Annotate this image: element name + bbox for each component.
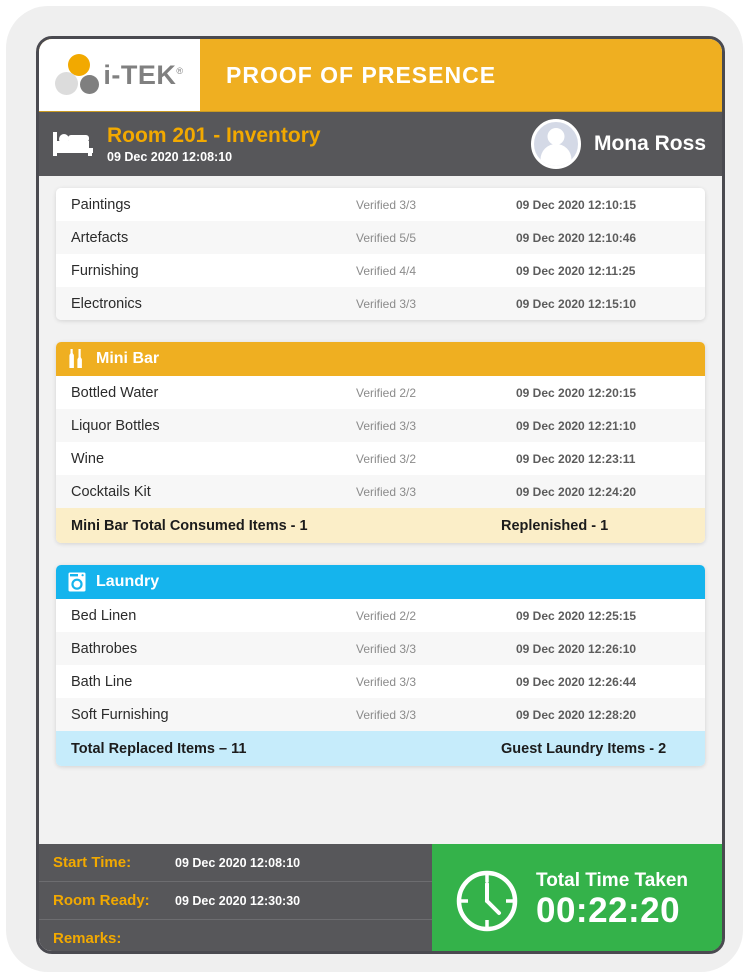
item-time: 09 Dec 2020 12:26:10 — [516, 641, 637, 656]
table-row[interactable] — [56, 698, 705, 731]
washing-machine-icon — [67, 571, 87, 593]
user-name: Mona Ross — [593, 132, 706, 155]
item-verified: Verified 3/2 — [356, 451, 417, 466]
logo-wordmark-text: i-TEK — [103, 59, 177, 90]
total-time-text — [536, 871, 688, 930]
card-laundry — [56, 565, 705, 766]
item-time: 09 Dec 2020 12:10:46 — [516, 230, 637, 245]
footer-times — [39, 844, 432, 954]
item-name: Paintings — [71, 196, 131, 213]
app-screen — [36, 36, 725, 954]
room-title: Room 201 - Inventory — [107, 123, 321, 147]
content-area — [39, 176, 722, 844]
item-time: 09 Dec 2020 12:26:44 — [516, 674, 637, 689]
item-name: Bathrobes — [71, 640, 138, 657]
device-frame — [6, 6, 743, 972]
item-name: Bottled Water — [71, 384, 159, 401]
total-row-minibar — [56, 508, 705, 543]
logo-dot-light-gray — [55, 72, 78, 95]
table-row[interactable] — [56, 475, 705, 508]
item-verified: Verified 2/2 — [356, 608, 417, 623]
item-time: 09 Dec 2020 12:15:10 — [516, 296, 637, 311]
section-label: Mini Bar — [96, 350, 160, 367]
clock-icon — [454, 868, 520, 934]
item-name: Wine — [71, 450, 105, 467]
item-verified: Verified 3/3 — [356, 484, 417, 499]
item-name: Bath Line — [71, 673, 133, 690]
avatar-body — [540, 144, 571, 168]
item-time: 09 Dec 2020 12:11:25 — [516, 263, 636, 278]
item-verified: Verified 2/2 — [356, 385, 417, 400]
card-inventory — [56, 188, 705, 320]
table-row[interactable] — [56, 665, 705, 698]
room-info — [107, 124, 531, 164]
footer-label: Remarks: — [53, 930, 122, 947]
total-right: Guest Laundry Items - 2 — [501, 740, 667, 757]
total-left: Mini Bar Total Consumed Items - 1 — [71, 517, 308, 534]
itek-logo-icon — [55, 54, 101, 96]
footer-value: 09 Dec 2020 12:08:10 — [175, 855, 301, 870]
item-verified: Verified 3/3 — [356, 707, 417, 722]
card-minibar — [56, 342, 705, 543]
item-time: 09 Dec 2020 12:21:10 — [516, 418, 637, 433]
table-row[interactable] — [56, 221, 705, 254]
item-name: Liquor Bottles — [71, 417, 160, 434]
bottle-icon — [67, 348, 87, 370]
footer-label: Room Ready: — [53, 892, 150, 909]
total-time-panel — [432, 844, 722, 954]
item-verified: Verified 3/3 — [356, 641, 417, 656]
total-time-label: Total Time Taken — [536, 870, 689, 892]
table-row[interactable] — [56, 632, 705, 665]
footer-value: 09 Dec 2020 12:30:30 — [175, 893, 301, 908]
item-time: 09 Dec 2020 12:24:20 — [516, 484, 637, 499]
avatar — [531, 119, 581, 169]
item-name: Electronics — [71, 295, 142, 312]
table-row[interactable] — [56, 409, 705, 442]
total-time-value: 00:22:20 — [536, 891, 681, 931]
footer-row-start-time — [39, 844, 432, 882]
item-verified: Verified 3/3 — [356, 296, 417, 311]
page-title: PROOF OF PRESENCE — [226, 61, 497, 88]
footer-row-remarks — [39, 920, 432, 954]
section-header-laundry — [56, 565, 705, 599]
item-time: 09 Dec 2020 12:28:20 — [516, 707, 637, 722]
item-name: Soft Furnishing — [71, 706, 169, 723]
logo-dot-dark-gray — [80, 75, 99, 94]
item-verified: Verified 3/3 — [356, 197, 417, 212]
footer — [39, 844, 722, 954]
item-name: Cocktails Kit — [71, 483, 151, 500]
item-time: 09 Dec 2020 12:25:15 — [516, 608, 637, 623]
item-time: 09 Dec 2020 12:10:15 — [516, 197, 637, 212]
table-row[interactable] — [56, 442, 705, 475]
bed-icon — [53, 129, 93, 159]
item-name: Bed Linen — [71, 607, 137, 624]
table-row[interactable] — [56, 188, 705, 221]
total-right: Replenished - 1 — [501, 517, 609, 534]
item-verified: Verified 3/3 — [356, 418, 417, 433]
brand-header — [39, 39, 722, 111]
item-verified: Verified 3/3 — [356, 674, 417, 689]
table-row[interactable] — [56, 376, 705, 409]
total-row-laundry — [56, 731, 705, 766]
item-verified: Verified 5/5 — [356, 230, 417, 245]
table-row[interactable] — [56, 254, 705, 287]
room-timestamp: 09 Dec 2020 12:08:10 — [107, 150, 233, 165]
avatar-head — [547, 128, 564, 145]
logo-box — [39, 39, 200, 111]
item-name: Furnishing — [71, 262, 139, 279]
user-block[interactable] — [531, 119, 706, 169]
section-header-minibar — [56, 342, 705, 376]
item-name: Artefacts — [71, 229, 129, 246]
table-row[interactable] — [56, 599, 705, 632]
logo-wordmark — [103, 60, 183, 91]
item-verified: Verified 4/4 — [356, 263, 417, 278]
total-left: Total Replaced Items – 11 — [71, 740, 247, 757]
footer-row-room-ready — [39, 882, 432, 920]
item-time: 09 Dec 2020 12:23:11 — [516, 451, 636, 466]
section-label: Laundry — [96, 573, 160, 590]
registered-trademark-icon: ® — [176, 65, 184, 76]
footer-label: Start Time: — [53, 854, 132, 871]
item-time: 09 Dec 2020 12:20:15 — [516, 385, 637, 400]
table-row[interactable] — [56, 287, 705, 320]
room-title-bar — [39, 111, 722, 176]
